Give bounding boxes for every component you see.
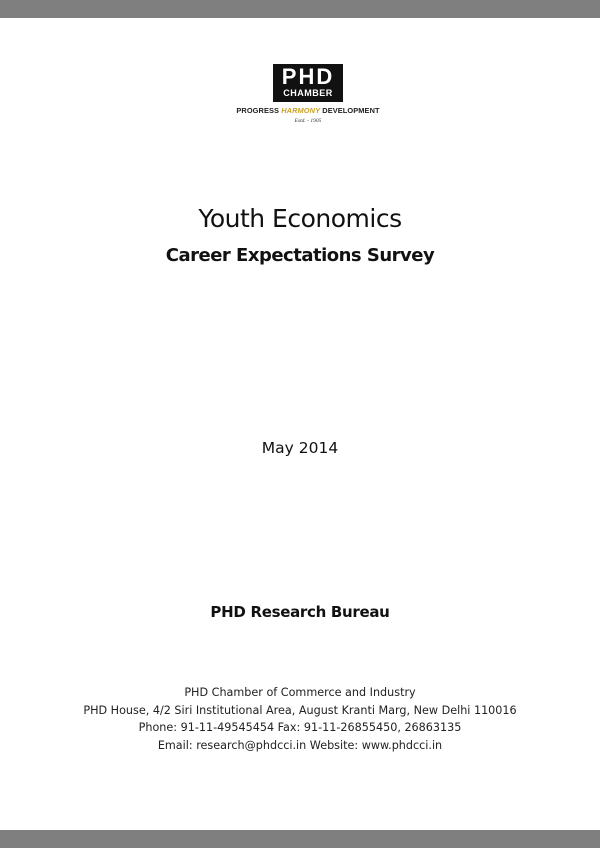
logo-estd: Estd. - 1905 [294,118,322,124]
contact-org: PHD Chamber of Commerce and Industry [184,686,416,699]
contact-email-web: Email: research@phdcci.in Website: www.phdcci.in [157,738,443,752]
contact-address: PHD House, 4/2 Siri Institutional Area, August Kranti Marg, New Delhi 110016 [83,703,517,717]
bottom-border-bar [0,830,600,848]
logo-tagline [236,106,380,115]
top-border-bar [0,0,600,18]
logo-tagline-left: PROGRESS [236,106,280,115]
research-bureau: PHD Research Bureau [210,603,390,621]
logo-sub: CHAMBER [283,88,333,98]
phd-chamber-logo [236,64,380,140]
logo-tagline-right: DEVELOPMENT [322,106,380,115]
logo-box [273,64,343,102]
logo-name: PHD [281,64,335,89]
contact-block [0,684,600,754]
document-title: Youth Economics [198,204,402,233]
logo-tagline-mid: HARMONY [281,106,321,115]
document-subtitle: Career Expectations Survey [165,245,435,266]
contact-phone: Phone: 91-11-49545454 Fax: 91-11-26855450, 26863135 [138,721,462,734]
document-date: May 2014 [261,439,339,457]
